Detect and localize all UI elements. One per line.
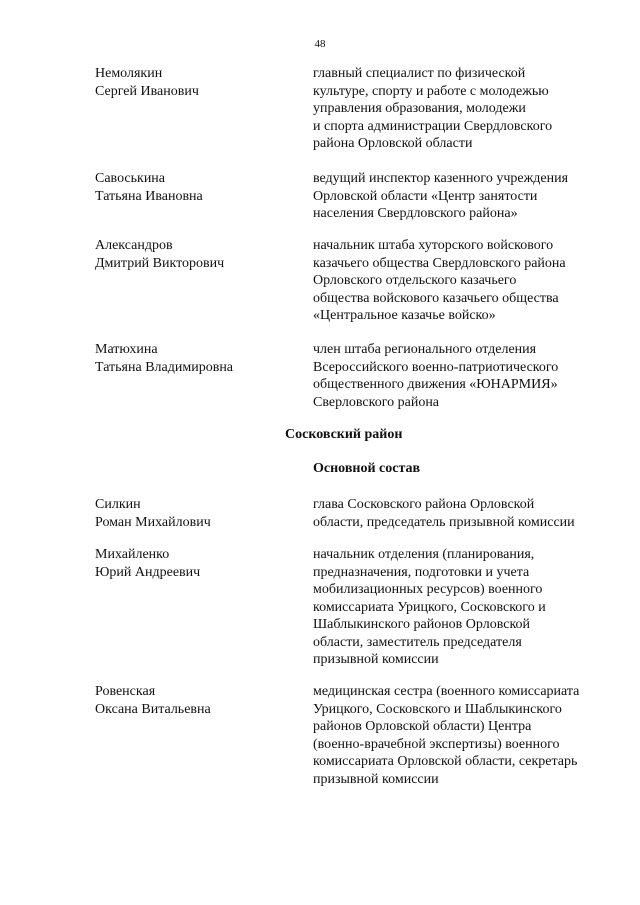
role-line: комиссариата Урицкого, Сосковского и bbox=[313, 599, 546, 615]
name-line: Роман Михайлович bbox=[95, 514, 211, 530]
role-line: области, заместитель председателя bbox=[313, 634, 522, 650]
member-role bbox=[313, 683, 618, 788]
name-line: Силкин bbox=[95, 497, 141, 512]
role-line: населения Свердловского района» bbox=[313, 206, 518, 221]
name-line: Немолякин bbox=[95, 66, 163, 81]
member-role bbox=[313, 170, 618, 223]
member-name bbox=[95, 341, 295, 376]
member-name bbox=[95, 683, 295, 718]
name-line: Савоськина bbox=[95, 171, 166, 186]
role-line: управления образования, молодежи bbox=[313, 101, 526, 116]
role-line: общественного движения «ЮНАРМИЯ» bbox=[313, 377, 558, 392]
name-line: Юрий Андреевич bbox=[95, 564, 201, 580]
role-line: и спорта администрации Свердловского bbox=[313, 118, 553, 134]
role-line: района Орловской области bbox=[313, 136, 473, 151]
role-line: предназначения, подготовки и учета bbox=[313, 564, 530, 580]
role-line: мобилизационных ресурсов) военного bbox=[313, 582, 543, 597]
member-name bbox=[95, 170, 295, 205]
role-line: начальник штаба хуторского войскового bbox=[313, 238, 554, 253]
name-line: Михайленко bbox=[95, 547, 170, 562]
member-role bbox=[313, 341, 618, 411]
role-line: призывной комиссии bbox=[313, 652, 439, 667]
role-line: (военно-врачебной экспертизы) военного bbox=[313, 736, 560, 752]
name-line: Ровенская bbox=[95, 684, 156, 699]
role-line: области, председатель призывной комиссии bbox=[313, 514, 575, 530]
name-line: Оксана Витальевна bbox=[95, 701, 211, 717]
name-line: Татьяна Ивановна bbox=[95, 188, 203, 204]
name-line: Сергей Иванович bbox=[95, 83, 199, 99]
role-line: культуре, спорту и работе с молодежью bbox=[313, 83, 549, 99]
member-role bbox=[313, 237, 618, 325]
role-line: Сверловского района bbox=[313, 394, 440, 410]
member-name bbox=[95, 546, 295, 581]
member-name bbox=[95, 237, 295, 272]
member-name bbox=[95, 65, 295, 100]
role-line: Орловской области «Центр занятости bbox=[313, 188, 538, 204]
name-line: Дмитрий Викторович bbox=[95, 255, 225, 271]
role-line: призывной комиссии bbox=[313, 771, 439, 787]
role-line: Орловского отдельского казачьего bbox=[313, 273, 517, 288]
role-line: Урицкого, Сосковского и Шаблыкинского bbox=[313, 701, 562, 717]
role-line: главный специалист по физической bbox=[313, 66, 526, 81]
role-line: «Центральное казачье войско» bbox=[313, 308, 496, 323]
name-line: Александров bbox=[95, 238, 173, 253]
member-role bbox=[313, 546, 618, 669]
role-line: общества войскового казачьего общества bbox=[313, 290, 559, 306]
role-line: глава Сосковского района Орловской bbox=[313, 497, 535, 512]
role-line: районов Орловской области) Центра bbox=[313, 719, 532, 734]
district-heading: Сосковский район bbox=[285, 427, 403, 442]
member-role bbox=[313, 65, 618, 153]
role-line: член штаба регионального отделения bbox=[313, 342, 537, 357]
role-line: медицинская сестра (военного комиссариата bbox=[313, 684, 580, 699]
role-line: Шаблыкинского районов Орловской bbox=[313, 617, 531, 632]
name-line: Матюхина bbox=[95, 342, 158, 357]
role-line: казачьего общества Свердловского района bbox=[313, 255, 566, 271]
role-line: ведущий инспектор казенного учреждения bbox=[313, 171, 569, 186]
role-line: комиссариата Орловской области, секретарь bbox=[313, 754, 578, 769]
role-line: начальник отделения (планирования, bbox=[313, 547, 535, 562]
role-line: Всероссийского военно-патриотического bbox=[313, 359, 559, 375]
name-line: Татьяна Владимировна bbox=[95, 359, 234, 375]
member-name bbox=[95, 496, 295, 531]
composition-heading: Основной состав bbox=[313, 461, 421, 476]
page-number: 48 bbox=[314, 38, 326, 50]
member-role bbox=[313, 496, 618, 531]
